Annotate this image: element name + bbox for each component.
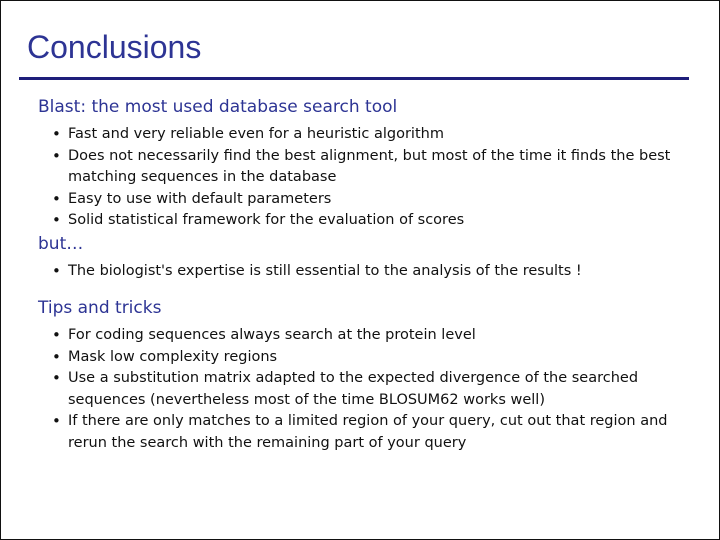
bullet-item: • For coding sequences always search at the protein level bbox=[52, 325, 689, 347]
bullet-item: • Easy to use with default parameters bbox=[52, 189, 689, 211]
section-tips bbox=[38, 296, 689, 454]
slide-title: Conclusions bbox=[27, 29, 202, 65]
bullet-item: • Does not necessarily find the best alignment, but most of the time it finds the best matching sequences in the database bbox=[52, 146, 689, 189]
section-but bbox=[38, 232, 689, 283]
title-divider bbox=[19, 77, 689, 80]
bullet-list-blast bbox=[38, 124, 689, 232]
bullet-item: • Use a substitution matrix adapted to the expected divergence of the searched sequences (nevertheless most of the time BLOSUM62 works well) bbox=[52, 368, 689, 411]
section-blast bbox=[38, 95, 689, 232]
section-heading-but: but… bbox=[38, 233, 84, 254]
slide-content bbox=[38, 95, 689, 454]
bullet-list-tips bbox=[38, 325, 689, 454]
bullet-item: • Solid statistical framework for the evaluation of scores bbox=[52, 210, 689, 232]
bullet-item: • The biologist's expertise is still essential to the analysis of the results ! bbox=[52, 261, 689, 283]
bullet-item: • If there are only matches to a limited region of your query, cut out that region and rerun the search with the remaining part of your query bbox=[52, 411, 689, 454]
section-heading-tips: Tips and tricks bbox=[38, 298, 162, 318]
bullet-list-but bbox=[38, 261, 689, 283]
section-heading-blast: Blast: the most used database search tool bbox=[38, 97, 398, 117]
bullet-item: • Fast and very reliable even for a heuristic algorithm bbox=[52, 124, 689, 146]
section-spacer bbox=[38, 282, 689, 296]
bullet-item: • Mask low complexity regions bbox=[52, 347, 689, 369]
